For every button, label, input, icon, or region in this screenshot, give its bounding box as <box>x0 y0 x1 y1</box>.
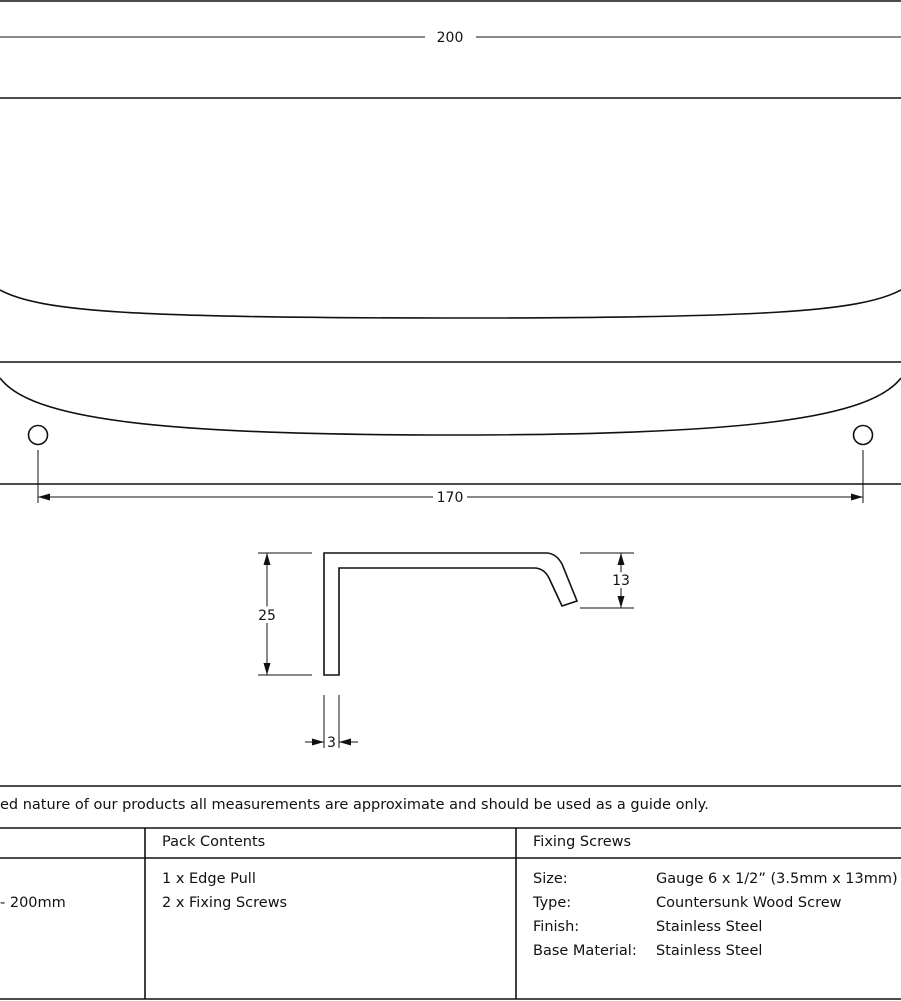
edge-pull-profile <box>324 553 577 675</box>
front-view-upper-curve <box>0 290 901 318</box>
spec-label: Size: <box>533 871 568 887</box>
spec-value: Gauge 6 x 1/2” (3.5mm x 13mm) <box>656 871 898 887</box>
spec-value: Stainless Steel <box>656 943 763 959</box>
fixing-screws-header: Fixing Screws <box>533 834 632 850</box>
pack-contents-header: Pack Contents <box>162 834 266 850</box>
spec-row-base-material <box>533 939 898 963</box>
spec-value: Countersunk Wood Screw <box>656 895 842 911</box>
dim-170-arrow-right <box>851 494 863 501</box>
dim-13-arrow-bottom <box>618 596 625 608</box>
spec-row-type <box>533 891 898 915</box>
dim-3-arrow-left <box>312 739 324 746</box>
dim-170-label: 170 <box>436 490 464 506</box>
dim-13-label: 13 <box>612 573 630 589</box>
pack-contents-list <box>162 867 287 915</box>
spec-label: Type: <box>533 895 572 911</box>
table-col1-value: - 200mm <box>0 895 66 911</box>
dim-200-label: 200 <box>436 30 464 46</box>
spec-row-size <box>533 867 898 891</box>
list-item: 1 x Edge Pull <box>162 871 256 887</box>
front-view-lower-curve <box>0 378 901 435</box>
spec-value: Stainless Steel <box>656 919 763 935</box>
right-fixing-hole <box>854 426 873 445</box>
dim-170-arrow-left <box>38 494 50 501</box>
dim-25-arrow-bottom <box>264 663 271 675</box>
dim-13-arrow-top <box>618 553 625 565</box>
spec-row-finish <box>533 915 898 939</box>
fixing-screws-specs <box>533 867 898 963</box>
spec-label: Finish: <box>533 919 580 935</box>
list-item: 2 x Fixing Screws <box>162 895 288 911</box>
measurement-disclaimer: ed nature of our products all measurements are approximate and should be used as a guide only. <box>0 797 709 813</box>
spec-label: Base Material: <box>533 943 637 959</box>
left-fixing-hole <box>29 426 48 445</box>
dim-3-arrow-right <box>339 739 351 746</box>
dim-25-label: 25 <box>258 608 276 624</box>
dim-3-label: 3 <box>327 735 336 751</box>
dim-25-arrow-top <box>264 553 271 565</box>
